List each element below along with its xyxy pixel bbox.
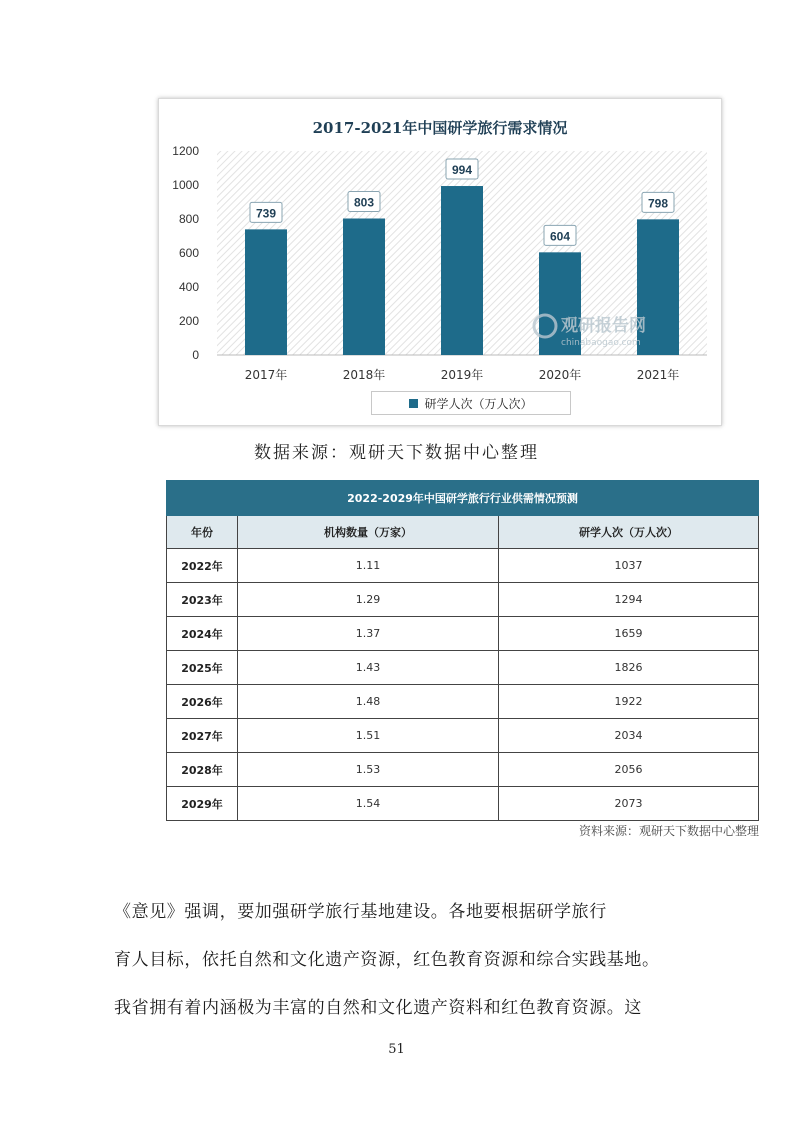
cell-visits: 1659 <box>499 617 759 651</box>
table-row <box>167 685 759 719</box>
cell-institutions: 1.54 <box>238 787 499 821</box>
cell-year: 2027年 <box>167 719 238 753</box>
table-title: 2022-2029年中国研学旅行行业供需情况预测 <box>167 481 759 516</box>
cell-year: 2025年 <box>167 651 238 685</box>
y-tick-label: 1000 <box>172 178 199 192</box>
x-tick-label: 2017年 <box>244 368 288 382</box>
legend-label: 研学人次（万人次） <box>424 396 533 411</box>
x-tick-label: 2018年 <box>342 368 386 382</box>
y-tick-label: 400 <box>178 280 199 294</box>
header-institutions: 机构数量（万家） <box>238 516 499 549</box>
table-row <box>167 617 759 651</box>
x-tick-label: 2019年 <box>440 368 484 382</box>
watermark-brand: 观研报告网 <box>561 316 646 336</box>
table-row <box>167 719 759 753</box>
x-tick-label: 2020年 <box>538 368 582 382</box>
header-year: 年份 <box>167 516 238 549</box>
cell-visits: 2056 <box>499 753 759 787</box>
paragraph-line: 我省拥有着内涵极为丰富的自然和文化遗产资料和红色教育资源。这 <box>114 998 642 1018</box>
cell-visits: 1294 <box>499 583 759 617</box>
cell-institutions: 1.48 <box>238 685 499 719</box>
cell-year: 2029年 <box>167 787 238 821</box>
cell-institutions: 1.37 <box>238 617 499 651</box>
cell-visits: 2034 <box>499 719 759 753</box>
data-label: 798 <box>647 196 669 211</box>
chart-canvas <box>159 99 721 425</box>
cell-institutions: 1.53 <box>238 753 499 787</box>
cell-visits: 2073 <box>499 787 759 821</box>
chart-legend <box>371 391 571 415</box>
cell-visits: 1922 <box>499 685 759 719</box>
y-tick-label: 1200 <box>172 144 199 158</box>
forecast-table <box>166 480 758 821</box>
cell-institutions: 1.51 <box>238 719 499 753</box>
cell-institutions: 1.11 <box>238 549 499 583</box>
legend-swatch <box>409 399 418 408</box>
cell-visits: 1037 <box>499 549 759 583</box>
bar-chart <box>158 98 722 426</box>
data-label: 739 <box>255 206 277 221</box>
header-visits: 研学人次（万人次） <box>499 516 759 549</box>
cell-year: 2024年 <box>167 617 238 651</box>
cell-year: 2022年 <box>167 549 238 583</box>
cell-year: 2023年 <box>167 583 238 617</box>
table-row <box>167 753 759 787</box>
cell-visits: 1826 <box>499 651 759 685</box>
page-number: 51 <box>388 1042 405 1057</box>
table-row <box>167 787 759 821</box>
y-tick-label: 800 <box>178 212 199 226</box>
cell-year: 2028年 <box>167 753 238 787</box>
table-row <box>167 549 759 583</box>
data-label: 994 <box>451 163 473 178</box>
bar <box>441 186 483 355</box>
table-row <box>167 651 759 685</box>
y-tick-label: 0 <box>192 348 199 362</box>
watermark-url: chinabaogao.com <box>561 338 641 348</box>
cell-institutions: 1.43 <box>238 651 499 685</box>
data-label: 803 <box>353 195 375 210</box>
paragraph-line: 育人目标，依托自然和文化遗产资源，红色教育资源和综合实践基地。 <box>114 950 660 970</box>
table-row <box>167 583 759 617</box>
bar <box>245 229 287 355</box>
y-tick-label: 200 <box>178 314 199 328</box>
data-label: 604 <box>549 229 571 244</box>
x-tick-label: 2021年 <box>636 368 680 382</box>
chart-caption: 数据来源：观研天下数据中心整理 <box>254 443 539 463</box>
chart-title: 2017-2021年中国研学旅行需求情况 <box>312 119 568 137</box>
cell-year: 2026年 <box>167 685 238 719</box>
paragraph-line: 《意见》强调，要加强研学旅行基地建设。各地要根据研学旅行 <box>114 902 607 922</box>
y-tick-label: 600 <box>178 246 199 260</box>
bar <box>343 218 385 355</box>
cell-institutions: 1.29 <box>238 583 499 617</box>
table-source: 资料来源：观研天下数据中心整理 <box>578 824 759 838</box>
